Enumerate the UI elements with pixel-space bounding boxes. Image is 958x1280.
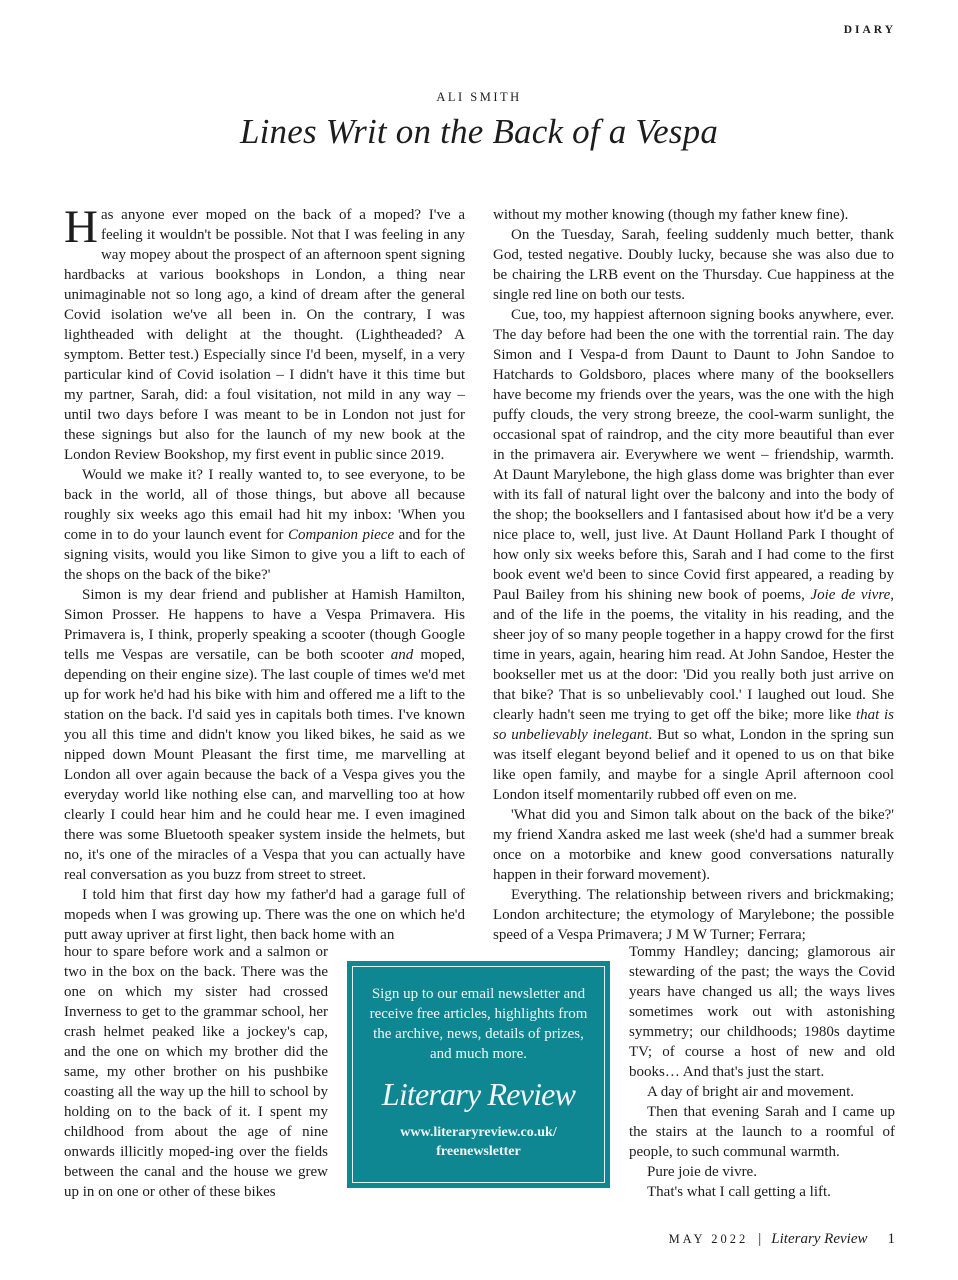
paragraph [64, 585, 465, 885]
url-line: freenewsletter [436, 1144, 521, 1159]
paragraph: I told him that first day how my father'd had a garage full of mopeds when I was growing up. There was the one on which he'd putt away upriver at first light, then back home with an [64, 887, 465, 943]
paragraph-text: Simon is my dear friend and publisher at Hamish Hamilton, Simon Prosser. He happens to have a Vespa Primavera. His Primavera is, I think, properly speaking a scooter (though Google tells me Vespas are versatile, can be both scooter [64, 587, 465, 663]
paragraph: without my mother knowing (though my father knew fine). [493, 207, 849, 223]
paragraph: A day of bright air and movement. [647, 1084, 855, 1100]
paragraph-text: Would we make it? I really wanted to, to see everyone, to be back in the world, all of those things, but above all because roughly six weeks ago this email had hit my inbox: 'When you come in to do your launch event for [64, 467, 465, 543]
paragraph: hour to spare before work and a salmon or two in the box on the back. There was the one on which my sister had crossed Inverness to get to the grammar school, her crash helmet peaked like a jockey's cap, and the one on which my brother did the same, my other brother on his pushbike coasting all the way up the hill to school by holding on to the back of it. I spent my childhood from about the age of nine onwards illicitly moped-ing over the fields between the canal and the house we grew up in on one or other of these bikes [64, 944, 328, 1200]
paragraph-text: and for the signing visits, would you like Simon to give you a lift to each of the shops on the back of the bike?' [64, 527, 465, 583]
emphasis: and [390, 647, 414, 663]
footer-separator: | [758, 1231, 762, 1247]
drop-cap: H [64, 201, 98, 253]
issue-date: MAY 2022 [668, 1232, 749, 1246]
literary-review-logo: Literary Review [381, 1076, 576, 1112]
paragraph [493, 305, 894, 805]
left-column-bottom [64, 942, 328, 1202]
paragraph-text: , and of the life in the poems, the vitality in his reading, and the sheer joy of so many people together in a happy crowd for the first time in years, again, hearing him read. At John Sandoe, Hester the bookseller met us at the door: 'Did you really both just arrive on that bike? That is so unbelievably cool.' I laughed out loud. She clearly hadn't seen me trying to get off the bike; more like [493, 587, 895, 723]
paragraph-text: Cue, too, my happiest afternoon signing books anywhere, ever. The day before had been the one with the torrential rain. The day Simon and I Vespa-d from Daunt to Daunt to John Sandoe to Hatchards to Goldsboro, places where many of the booksellers have become my friends over the years, was the one with the high puffy clouds, the very strong breeze, the cool-warm sunlight, the occasional spat of raindrop, and the city more beautiful than ever in the primavera air. Everywhere we went – friendship, warmth. At Daunt Marylebone, the high glass dome was brighter than ever with its fall of natural light over the balcony and into the body of the shop; the booksellers and I fantasised about how it'd be a very nice place to, well, just live. At Daunt Holland Park I thought of how only six weeks before this, Sarah and I had come to the first book event we'd been to since Covid first appeared, a reading by Paul Bailey from his shining new book of poems, [493, 307, 894, 603]
page-number: 1 [887, 1231, 895, 1247]
newsletter-advert[interactable] [347, 961, 610, 1188]
paragraph: 'What did you and Simon talk about on the back of the bike?' my friend Xandra asked me last week (she'd had a summer break once on a motorbike and knew good conversations naturally happen in their forward movement). [493, 807, 894, 883]
url-line: www.literaryreview.co.uk/ [400, 1125, 557, 1140]
advert-border [352, 966, 605, 1183]
paragraph: Tommy Handley; dancing; glamorous air stewarding of the past; the ways the Covid years have changed us all; the ways lives sometimes work out with astonishing symmetry; our childhoods; 1980s daytime TV; of course a host of new and old books… And that's just the start. [629, 944, 895, 1080]
book-title: Joie de vivre [810, 587, 891, 603]
right-column-top [493, 205, 894, 945]
newsletter-link[interactable] [353, 1123, 604, 1161]
paragraph: Then that evening Sarah and I came up the stairs at the launch to a roomful of people, to such communal warmth. [629, 1104, 895, 1160]
section-label: DIARY [843, 24, 896, 36]
paragraph-text: as anyone ever moped on the back of a moped? I've a feeling it wouldn't be possible. Not that I was feeling in any way mopey about the prospect of an afternoon spent signing hardbacks at various bookshops in London, a thing near unimaginable not so long ago, a kind of dream after the general Covid isolation we've all been in. On the contrary, I was lightheaded with delight at the thought. (Lightheaded? A symptom. Better test.) Especially since I'd been, myself, in a very particular kind of Covid isolation – I didn't have it this time but my partner, Sarah, did: a foul visitation, not mild in any way – until two days before I was meant to be in London not just for these signings but also for the launch of my new book at the London Review Bookshop, my first event in public since 2019. [64, 207, 465, 463]
magazine-name: Literary Review [771, 1231, 868, 1247]
article-title: Lines Writ on the Back of a Vespa [239, 112, 719, 151]
paragraph-text: moped, depending on their engine size). The last couple of times we'd met up for work he'd had his bike with him and offered me a lift to the station on the back. I'd said yes in capitals both times. I've known you all this time and didn't know you liked bikes, he said as we nipped down Mount Pleasant the first time, me marvelling at London all over again because the back of a Vespa gives you the everyday world like nothing else can, and marvelling too at how clearly I could hear him and he could hear me. I even imagined there was some Bluetooth speaker system inside the helmets, but no, it's one of the miracles of a Vespa that you can actually have real conversation as you buzz from street to street. [64, 647, 465, 883]
advert-text: Sign up to our email newsletter and receive free articles, highlights from the archive, news, details of prizes, and much more. [369, 986, 588, 1062]
page-footer [669, 1231, 895, 1248]
paragraph: That's what I call getting a lift. [647, 1184, 831, 1200]
author-byline: ALI SMITH [436, 90, 522, 104]
emphasis: that is so unbelievably inelegant [493, 707, 894, 743]
paragraph-text: . But so what, London in the spring sun was itself elegant beyond belief and it opened to us on that bike like open family, and maybe for a single April afternoon cool London itself momentarily rubbed off even on me. [493, 727, 894, 803]
left-column-top [64, 201, 465, 945]
paragraph [64, 201, 465, 465]
paragraph: On the Tuesday, Sarah, feeling suddenly much better, thank God, tested negative. Doubly lucky, because she was also due to be chairing the LRB event on the Thursday. Cue happiness at the single red line on both our tests. [493, 227, 894, 303]
right-column-bottom [629, 942, 895, 1202]
paragraph: Pure joie de vivre. [647, 1164, 757, 1180]
book-title: Companion piece [288, 527, 395, 543]
paragraph [64, 465, 465, 585]
paragraph: Everything. The relationship between rivers and brickmaking; London architecture; the etymology of Marylebone; the possible speed of a Vespa Primavera; J M W Turner; Ferrara; [493, 887, 894, 943]
